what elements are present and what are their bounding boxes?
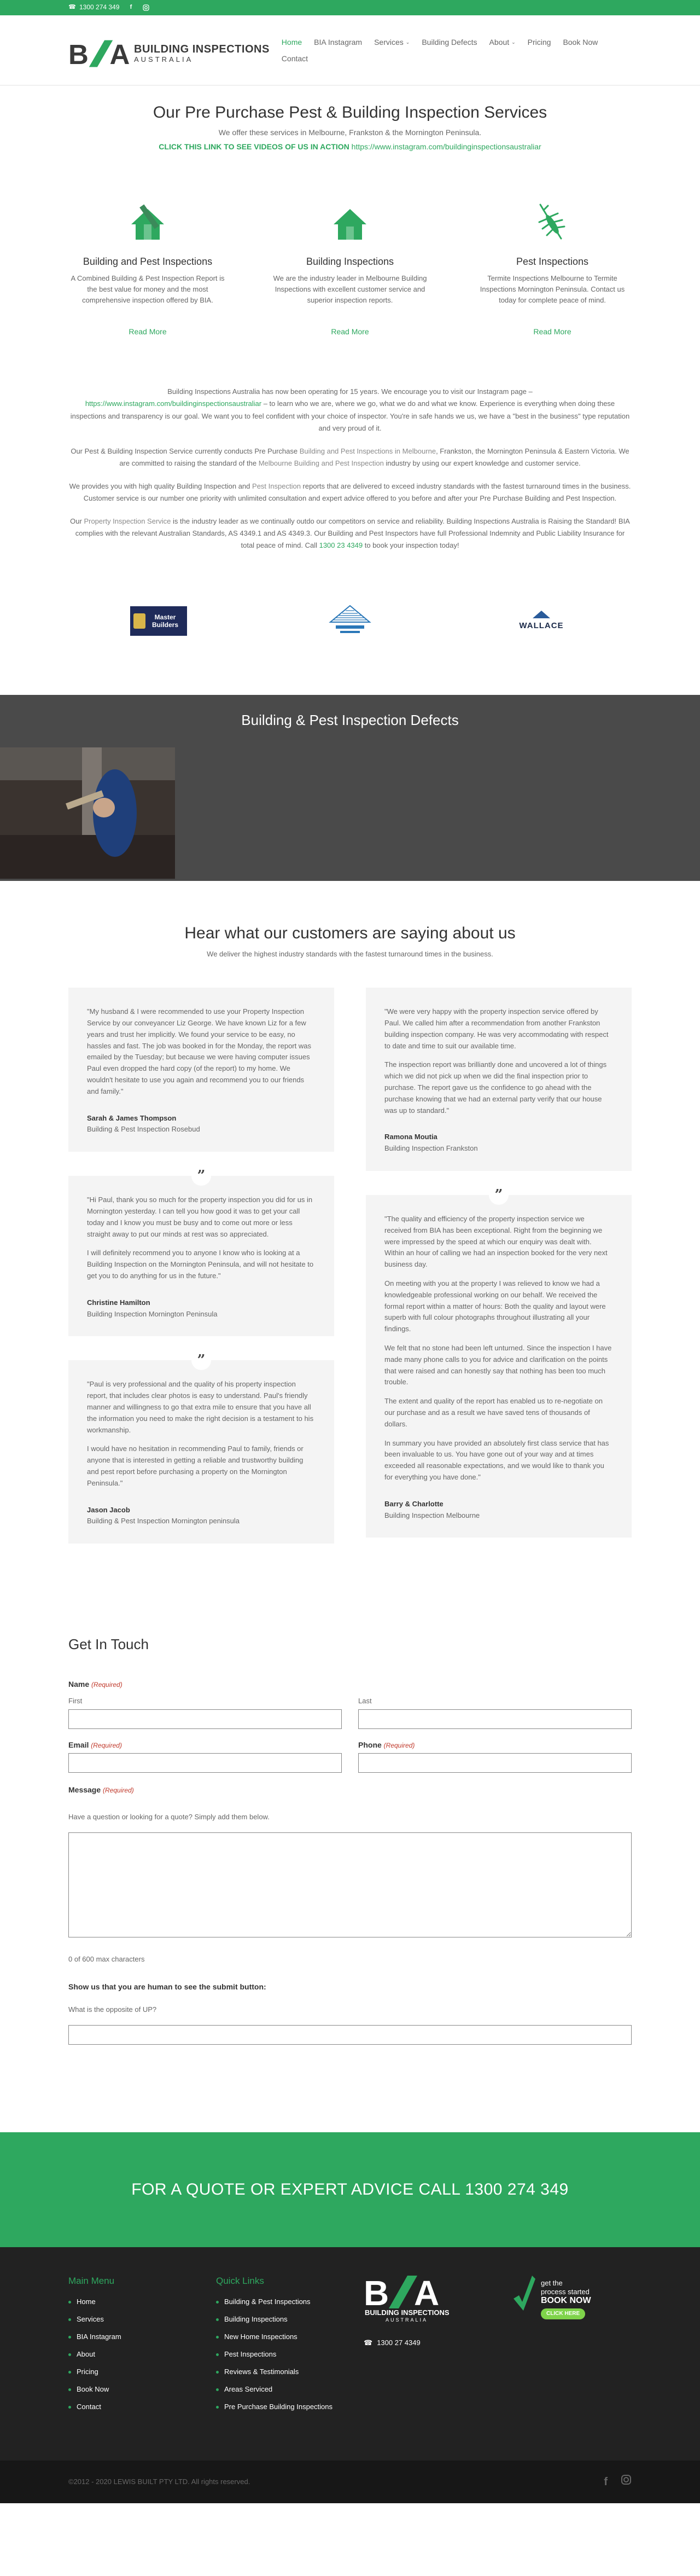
footer-link-label: Pest Inspections (224, 2349, 277, 2358)
phone-label-text: Phone (358, 1740, 382, 1749)
testimonials-left-column (68, 988, 334, 1568)
top-bar (0, 0, 700, 15)
required-marker: (Required) (91, 1680, 122, 1689)
testimonial-text: "Paul is very professional and the quality of his property inspection report, that includes clear photos is easy to understand. Paul's friendly manner and willingness to go that extra mile to ensure that you have all the information you need to make the right decision is a testament to his workmanship. (87, 1380, 314, 1434)
footer-link-label: Book Now (77, 2384, 109, 2393)
last-name-label: Last (358, 1697, 372, 1705)
service-title: Building Inspections (306, 256, 394, 267)
phone-icon: ☎ (364, 2338, 373, 2347)
cta-text: FOR A QUOTE OR EXPERT ADVICE CALL 1300 274 349 (131, 2180, 569, 2199)
footer-link-label: About (77, 2349, 95, 2358)
copyright: ©2012 - 2020 LEWIS BUILT PTY LTD. All rights reserved. (68, 2478, 250, 2486)
brand-subtitle: AUSTRALIA (134, 55, 194, 63)
master-builders-text: Master Builders (151, 613, 178, 629)
testimonial-role: Building Inspection Frankston (384, 1144, 478, 1153)
book-line-1: get the (541, 2279, 563, 2288)
book-click-button[interactable]: CLICK HERE (541, 2308, 585, 2319)
site-header (0, 15, 700, 85)
testimonial-card (68, 1168, 334, 1336)
testimonial-author: Jason Jacob (87, 1505, 130, 1514)
nav-item-label: Contact (281, 54, 308, 63)
about-text (68, 386, 632, 552)
message-label (68, 1784, 632, 1796)
footer-bottom-bar (0, 2461, 700, 2503)
testimonial-text: "My husband & I were recommended to use your Property Inspection Service by our conveyancer Liz George. We have known Liz for a few years and trust her implicitly. We found your service to be easy, no hassles and fast. The job was booked in for the Monday, the report was emailed by the Tuesday; but because we were having computer issues Paul even dropped the hard copy (of the report) to my home. We wouldn't hesitate to use you again and recommend you to our friends and family." (87, 1007, 311, 1095)
book-line-3: BOOK NOW (541, 2296, 591, 2306)
facebook-icon[interactable]: f (604, 2476, 608, 2488)
site-footer (0, 2247, 700, 2461)
book-line-2: process started (541, 2288, 590, 2296)
instagram-icon[interactable] (142, 4, 150, 11)
testimonial-author: Barry & Charlotte (384, 1499, 444, 1508)
testimonial-text: The extent and quality of the report has enabled us to re-negotiate on our purchase and as a result we have saved tens of thousands of dollars. (384, 1397, 603, 1428)
bullet-icon (216, 2318, 219, 2321)
email-label-text: Email (68, 1740, 89, 1749)
first-name-label: First (68, 1697, 83, 1705)
nav-item-building-defects[interactable] (422, 35, 477, 49)
testimonial-role: Building Inspection Mornington Peninsula (87, 1309, 218, 1318)
service-desc: A Combined Building & Pest Inspection Report is the best value for money and the most comprehensive inspection offered by BIA. (71, 274, 225, 304)
read-more-link[interactable]: Read More (129, 327, 167, 336)
testimonial-role: Building & Pest Inspection Rosebud (87, 1125, 200, 1134)
testimonial-text: The inspection report was brilliantly done and uncovered a lot of things which we did not pick up when we did the final inspection prior to purchase. The report gave us the confidence to go ahead with the purchase knowing that we had an external party verify that our house was up to standard." (384, 1060, 607, 1115)
nav-item-book-now[interactable] (563, 35, 598, 49)
bullet-icon (68, 2301, 71, 2304)
nav-item-label: Book Now (563, 38, 598, 47)
footer-link-areas-serviced[interactable] (216, 2381, 364, 2398)
human-check-label: Show us that you are human to see the submit button: (68, 1982, 266, 1992)
testimonial-card (68, 988, 334, 1152)
about-text-span: Building Inspections Australia has now been operating for 15 years. We encourage you to visit our Instagram page – (167, 387, 533, 396)
defects-section (0, 695, 700, 881)
footer-quick-links (216, 2273, 364, 2415)
footer-link-contact[interactable] (68, 2398, 216, 2416)
testimonial-text: "Hi Paul, thank you so much for the property inspection you did for us in Mornington yesterday. I can tell you how good it was to get your call today and I know you must be busy and to come out more or less straight away to put our minds at rest was so appreciated. (87, 1196, 313, 1238)
termite-icon (530, 202, 574, 246)
bullet-icon (68, 2318, 71, 2321)
footer-link-label: Pre Purchase Building Inspections (224, 2402, 333, 2411)
master-builders-logo (126, 602, 191, 640)
char-counter: 0 of 600 max characters (68, 1955, 145, 1964)
footer-link-building-pest-inspections[interactable] (216, 2293, 364, 2311)
bullet-icon (216, 2301, 219, 2304)
nav-item-pricing[interactable] (528, 35, 551, 49)
testimonial-card (366, 1186, 632, 1538)
quote-icon: ” (489, 1185, 509, 1205)
testimonial-card (68, 1352, 334, 1544)
nav-item-label: About (489, 38, 510, 47)
email-label (68, 1739, 342, 1751)
footer-link-label: Building Inspections (224, 2314, 288, 2323)
about-paragraph-1 (68, 386, 632, 434)
instagram-link[interactable]: https://www.instagram.com/buildinginspectionsaustraliar (351, 142, 541, 152)
service-building-pest (68, 202, 227, 338)
footer-link-pricing[interactable] (68, 2363, 216, 2381)
service-building (271, 202, 429, 338)
message-label-text: Message (68, 1785, 101, 1795)
melbourne-inspections-link[interactable]: Building and Pest Inspections in Melbourne (299, 446, 436, 455)
footer-link-label: Areas Serviced (224, 2384, 273, 2393)
testimonial-text: I will definitely recommend you to anyone I know who is looking at a Building Inspection on the Mornington Peninsula, and will not hesitate to get you to do anything for us in the future." (87, 1249, 314, 1280)
topbar-phone-text: 1300 274 349 (79, 3, 120, 11)
testimonial-role: Building Inspection Melbourne (384, 1511, 480, 1519)
main-nav (282, 35, 610, 66)
about-text-span: Our (70, 517, 82, 526)
partner-logos (126, 602, 574, 640)
service-desc: We are the industry leader in Melbourne Building Inspections with excellent customer service and superior inspection reports. (273, 274, 427, 304)
last-name-input[interactable] (358, 1709, 632, 1729)
testimonial-text: We felt that no stone had been left unturned. Since the inspection I have made many phone calls to you for advice and clarification on the points that were raised and can honestly say that nothing has been too much trouble. (384, 1343, 612, 1386)
pest-inspection-link[interactable]: Pest Inspection (252, 481, 301, 490)
nav-item-about[interactable] (489, 35, 516, 49)
footer-link-book-now[interactable] (68, 2381, 216, 2398)
human-check-input[interactable] (68, 2025, 632, 2045)
bullet-icon (216, 2388, 219, 2391)
testimonials-subtitle: We deliver the highest industry standards with the fastest turnaround times in the business. (207, 950, 493, 959)
footer-link-label: Reviews & Testimonials (224, 2367, 299, 2376)
testimonials-right-column (366, 988, 632, 1568)
bia-logo-icon (68, 38, 161, 69)
phone-input[interactable] (358, 1753, 632, 1773)
footer-phone-text: 1300 27 4349 (377, 2338, 421, 2347)
svg-text:A: A (414, 2273, 440, 2313)
about-text-span: to book your inspection today! (364, 541, 459, 550)
bullet-icon (68, 2388, 71, 2391)
site-logo[interactable] (68, 38, 270, 69)
footer-link-building-inspections[interactable] (216, 2311, 364, 2328)
service-pest (473, 202, 632, 338)
testimonial-text: "We were very happy with the property inspection service offered by Paul. We called him after a recommendation from another Frankston building inspection company. He was very accommodating with respect to date and time to suit our available time. (384, 1007, 609, 1050)
quote-icon: ” (191, 1166, 211, 1186)
read-more-link[interactable]: Read More (533, 327, 571, 336)
bullet-icon (216, 2406, 219, 2409)
email-input[interactable] (68, 1753, 342, 1773)
nav-item-label: Pricing (527, 38, 551, 47)
footer-menu-title: Main Menu (68, 2276, 115, 2287)
required-marker: (Required) (103, 1786, 134, 1795)
phone-label (358, 1739, 632, 1751)
testimonial-author: Ramona Moutia (384, 1133, 438, 1141)
svg-text:A: A (109, 38, 130, 69)
about-text-span: We provides you with high quality Building Inspection and (69, 481, 250, 490)
contact-form (68, 1633, 632, 2045)
first-name-input[interactable] (68, 1709, 342, 1729)
nav-item-contact[interactable] (282, 51, 308, 66)
footer-logo-block (364, 2273, 489, 2415)
about-text-span: reports that are delivered to exceed industry standards with the fastest turnaround times in the business. Customer service is our number one priority with unlimited consultation and expert advice offered to you before and after your Pre Purchase Building and Pest Inspection. (83, 481, 631, 503)
footer-link-label: Building & Pest Inspections (224, 2297, 311, 2306)
footer-phone[interactable] (364, 2337, 489, 2349)
check-icon (511, 2273, 535, 2312)
footer-book-now[interactable] (511, 2273, 621, 2415)
services-row (68, 202, 632, 338)
defects-title: Building & Pest Inspection Defects (241, 712, 459, 729)
nav-item-home[interactable] (282, 35, 302, 49)
service-desc: Termite Inspections Melbourne to Termite Inspections Mornington Peninsula. Contact us today for complete peace of mind. (480, 274, 625, 304)
footer-link-label: Contact (77, 2402, 101, 2411)
intro-section (68, 85, 632, 640)
footer-link-services[interactable] (68, 2311, 216, 2328)
instagram-inline-link[interactable]: https://www.instagram.com/buildinginspectionsaustraliar (85, 399, 262, 408)
instagram-link-line (68, 141, 632, 153)
svg-text:B: B (68, 38, 89, 69)
footer-link-label: Services (77, 2314, 104, 2323)
house-check-icon (126, 202, 170, 246)
testimonial-text: "The quality and efficiency of the property inspection service we received from BIA has been exceptional. Right from the beginning we were impressed by the speed at which our enquiry was dealt with. Within an hour of calling we had an inspection booked for the very next business day. (384, 1214, 608, 1269)
footer-link-about[interactable] (68, 2346, 216, 2363)
about-text-span: – to learn who we are, where we go, what we do and what we know. Experience is everything when doing these inspections and transparency is our goal. We want you to feel confident with your choice of inspector. You're in safe hands we us, we have a "best in the business" type reputation and very proud of it. (70, 399, 630, 432)
nav-item-services[interactable] (374, 35, 410, 49)
form-title: Get In Touch (68, 1636, 149, 1653)
page-title: Our Pre Purchase Pest & Building Inspection Services (153, 103, 547, 121)
footer-quick-title: Quick Links (216, 2276, 264, 2287)
testimonial-text: On meeting with you at the property I was relieved to know we had a knowledgeable professional working on our behalf. We received the formal report within a matter of hours: Both the quality and layout were superb with full colour photographs throughout illustrating all your findings. (384, 1279, 606, 1333)
wallace-logo (509, 602, 574, 640)
testimonials-section (68, 920, 632, 1568)
about-phone-link[interactable]: 1300 23 4349 (319, 541, 363, 550)
cta-banner[interactable] (0, 2132, 700, 2247)
footer-link-label: Pricing (77, 2367, 98, 2376)
topbar-phone[interactable] (68, 2, 119, 13)
message-help: Have a question or looking for a quote? Simply add them below. (68, 1812, 270, 1821)
human-check-question: What is the opposite of UP? (68, 2005, 157, 2014)
footer-link-label: Home (77, 2297, 96, 2306)
instagram-icon[interactable] (621, 2473, 632, 2491)
required-marker: (Required) (91, 1741, 122, 1749)
brand-title: BUILDING INSPECTIONS (134, 43, 270, 55)
chevron-down-icon: ⌄ (511, 39, 516, 45)
testimonial-card (366, 988, 632, 1171)
wallace-text: WALLACE (519, 621, 564, 631)
footer-link-home[interactable] (68, 2293, 216, 2311)
intro-subtitle: We offer these services in Melbourne, Frankston & the Mornington Peninsula. (218, 128, 482, 137)
testimonial-author: Christine Hamilton (87, 1298, 150, 1307)
footer-bia-logo-icon[interactable] (364, 2273, 462, 2323)
name-label-text: Name (68, 1679, 90, 1689)
footer-link-pre-purchase-building-inspections[interactable] (216, 2398, 364, 2416)
footer-link-pest-inspections[interactable] (216, 2346, 364, 2363)
nav-item-label: Services (374, 38, 404, 47)
footer-link-reviews-testimonials[interactable] (216, 2363, 364, 2381)
nav-item-label: Home (281, 38, 302, 47)
phone-icon: ☎ (68, 4, 76, 11)
about-text-span: industry by using our expert knowledge and customer service. (386, 459, 581, 467)
service-title: Pest Inspections (516, 256, 589, 267)
nav-item-bia-instagram[interactable] (314, 35, 362, 49)
housing-industry-logo (317, 602, 383, 640)
about-text-span: is the industry leader as we continually outdo our competitors on service and reliability. Building Inspections Australia is Raising the Standard! BIA complies with the relevant Australian Standards, AS 4349.1 and AS 4349.3. Our Building and Pest Inspectors have full Professional Indemnity and Public Liability Insurance for total peace of mind. Call (75, 517, 630, 550)
facebook-icon[interactable]: f (130, 4, 132, 11)
instagram-link-caption: CLICK THIS LINK TO SEE VIDEOS OF US IN ACTION (159, 142, 349, 152)
nav-item-label: BIA Instagram (314, 38, 363, 47)
message-textarea[interactable] (68, 1832, 632, 1937)
name-label (68, 1678, 632, 1690)
about-paragraph-4 (68, 515, 632, 552)
service-title: Building and Pest Inspections (83, 256, 213, 267)
melbourne-industry-link[interactable]: Melbourne Building and Pest Inspection (258, 459, 384, 467)
chevron-down-icon: ⌄ (405, 39, 410, 45)
footer-link-bia-instagram[interactable] (68, 2328, 216, 2346)
testimonial-role: Building & Pest Inspection Mornington peninsula (87, 1517, 240, 1525)
footer-link-label: BIA Instagram (77, 2332, 121, 2341)
nav-item-label: Building Defects (422, 38, 477, 47)
about-paragraph-2 (68, 445, 632, 469)
bullet-icon (68, 2336, 71, 2339)
bullet-icon (216, 2336, 219, 2339)
about-paragraph-3 (68, 480, 632, 504)
read-more-link[interactable]: Read More (331, 327, 369, 336)
bullet-icon (216, 2353, 219, 2356)
footer-brand-title: BUILDING INSPECTIONS (365, 2308, 450, 2317)
footer-link-label: New Home Inspections (224, 2332, 298, 2341)
testimonial-author: Sarah & James Thompson (87, 1113, 177, 1122)
bullet-icon (216, 2371, 219, 2374)
footer-main-menu (68, 2273, 216, 2415)
quote-icon: ” (191, 1350, 211, 1370)
required-marker: (Required) (383, 1741, 415, 1749)
testimonial-text: I would have no hesitation in recommending Paul to family, friends or anyone that is interested in getting a reliable and trustworthy building and pest report before purchasing a property on the Mornington Peninsula." (87, 1444, 304, 1487)
svg-text:B: B (364, 2273, 389, 2313)
property-inspection-link[interactable]: Property Inspection Service (84, 517, 171, 526)
bullet-icon (68, 2371, 71, 2374)
footer-link-new-home-inspections[interactable] (216, 2328, 364, 2346)
about-text-span: Our Pest & Building Inspection Service currently conducts Pre Purchase (71, 446, 298, 455)
testimonials-title: Hear what our customers are saying about us (184, 924, 516, 943)
defect-photo[interactable] (0, 747, 175, 879)
about-text-span: , Frankston, the Mornington Peninsula & Eastern Victoria. We are committed to raising the standard of the (119, 446, 629, 467)
house-icon (328, 202, 372, 246)
bullet-icon (68, 2406, 71, 2409)
testimonial-text: In summary you have provided an absolutely first class service that has been invaluable to us. You have gone out of your way and at times exceeded all reasonable expectations, and we would like to thank you for everything you have done." (384, 1438, 609, 1481)
footer-brand-sub: AUSTRALIA (386, 2317, 428, 2323)
bullet-icon (68, 2353, 71, 2356)
